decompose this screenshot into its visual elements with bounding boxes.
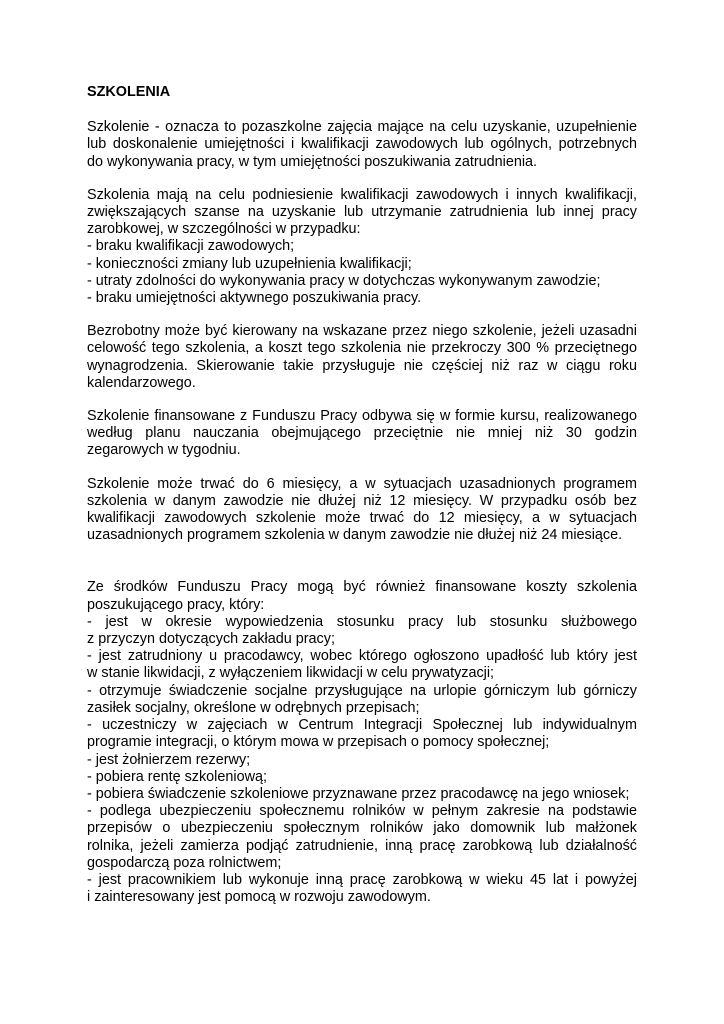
text-line: - jest w okresie wypowiedzenia stosunku pracy lub stosunku służbowego	[87, 613, 637, 630]
text-line: kwalifikacji zawodowych szkolenie może trwać do 12 miesięcy, a w sytuacjach	[87, 510, 637, 527]
text-line: Szkolenie finansowane z Funduszu Pracy odbywa się w formie kursu, realizowanego	[87, 408, 637, 425]
text-line: przepisów o ubezpieczeniu społecznym rolników jako domownik lub małżonek	[87, 820, 637, 837]
document-page	[87, 84, 637, 922]
text-line: Szkolenie może trwać do 6 miesięcy, a w sytuacjach uzasadnionych programem	[87, 475, 637, 492]
list-item	[87, 752, 637, 769]
text-line: - jest zatrudniony u pracodawcy, wobec którego ogłoszono upadłość lub który jest	[87, 648, 637, 665]
text-line: szkolenia w danym zawodzie nie dłużej niż 12 miesięcy. W przypadku osób bez	[87, 492, 637, 509]
text-line: zarobkowej, w szczególności w przypadku:	[87, 221, 361, 238]
text-line: zegarowych w tygodniu.	[87, 442, 241, 459]
list-item	[87, 717, 637, 751]
list-item	[87, 683, 637, 717]
text-line: - pobiera rentę szkoleniową;	[87, 768, 267, 785]
list-item	[87, 648, 637, 682]
text-line: poszukującego pracy, który:	[87, 596, 265, 613]
text-line: gospodarczą poza rolnictwem;	[87, 854, 282, 871]
text-line: i zainteresowany jest pomocą w rozwoju zawodowym.	[87, 889, 431, 906]
text-line: uzasadnionych programem szkolenia w danym zawodzie nie dłużej niż 24 miesiące.	[87, 527, 623, 544]
text-line: Ze środków Funduszu Pracy mogą być również finansowane koszty szkolenia	[87, 579, 637, 596]
text-line: Szkolenie - oznacza to pozaszkolne zajęcia mające na celu uzyskanie, uzupełnienie	[87, 119, 637, 136]
list-item	[87, 769, 637, 786]
text-line: Szkolenia mają na celu podniesienie kwalifikacji zawodowych i innych kwalifikacji,	[87, 186, 637, 203]
paragraph-goals	[87, 187, 637, 307]
list-item	[87, 872, 637, 906]
text-line: z przyczyn dotyczących zakładu pracy;	[87, 631, 335, 648]
text-line: programie integracji, o którym mowa w przepisach o pomocy społecznej;	[87, 734, 550, 751]
text-line: - jest żołnierzem rezerwy;	[87, 751, 251, 768]
text-line: zwiększających szanse na uzyskanie lub utrzymanie zatrudnienia lub innej pracy	[87, 204, 637, 221]
list-item	[87, 786, 637, 803]
text-line: - jest pracownikiem lub wykonuje inną pracę zarobkową w wieku 45 lat i powyżej	[87, 871, 637, 888]
text-line: wynagrodzenia. Skierowanie takie przysługuje nie częściej niż raz w ciągu roku	[87, 357, 637, 374]
text-line: według planu nauczania obejmującego przeciętnie nie mniej niż 30 godzin	[87, 425, 637, 442]
text-line: do wykonywania pracy, w tym umiejętności poszukiwania zatrudnienia.	[87, 153, 538, 170]
text-line: - pobiera świadczenie szkoleniowe przyznawane przez pracodawcę na jego wniosek;	[87, 785, 630, 802]
list-item: - braku umiejętności aktywnego poszukiwania pracy.	[87, 290, 422, 307]
list-item: - konieczności zmiany lub uzupełnienia kwalifikacji;	[87, 255, 412, 272]
list-item: - braku kwalifikacji zawodowych;	[87, 238, 295, 255]
text-line: zasiłek socjalny, określone w odrębnych przepisach;	[87, 699, 420, 716]
list-item: - utraty zdolności do wykonywania pracy w dotychczas wykonywanym zawodzie;	[87, 272, 601, 289]
paragraph-unemployed	[87, 323, 637, 392]
document-title: SZKOLENIA	[87, 84, 171, 100]
text-line: rolnika, jeżeli zamierza podjąć zatrudnienie, inną pracę zarobkową lub działalność	[87, 837, 637, 854]
text-line: - otrzymuje świadczenie socjalne przysługujące na urlopie górniczym lub górniczy	[87, 682, 637, 699]
text-line: lub doskonalenie umiejętności i kwalifikacji zawodowych lub ogólnych, potrzebnych	[87, 136, 637, 153]
text-line: kalendarzowego.	[87, 374, 196, 391]
list-item	[87, 803, 637, 872]
paragraph-duration	[87, 476, 637, 545]
text-line: celowość tego szkolenia, a koszt tego szkolenia nie przekroczy 300 % przeciętnego	[87, 340, 637, 357]
paragraph-definition	[87, 119, 637, 171]
text-line: Bezrobotny może być kierowany na wskazane przez niego szkolenie, jeżeli uzasadni	[87, 323, 637, 340]
paragraph-financing	[87, 408, 637, 460]
list-item	[87, 614, 637, 648]
text-line: - uczestniczy w zajęciach w Centrum Integracji Społecznej lub indywidualnym	[87, 717, 637, 734]
text-line: w stanie likwidacji, z wyłączeniem likwidacji w celu prywatyzacji;	[87, 665, 495, 682]
text-line: - podlega ubezpieczeniu społecznemu rolników w pełnym zakresie na podstawie	[87, 803, 637, 820]
paragraph-job-seekers	[87, 579, 637, 906]
